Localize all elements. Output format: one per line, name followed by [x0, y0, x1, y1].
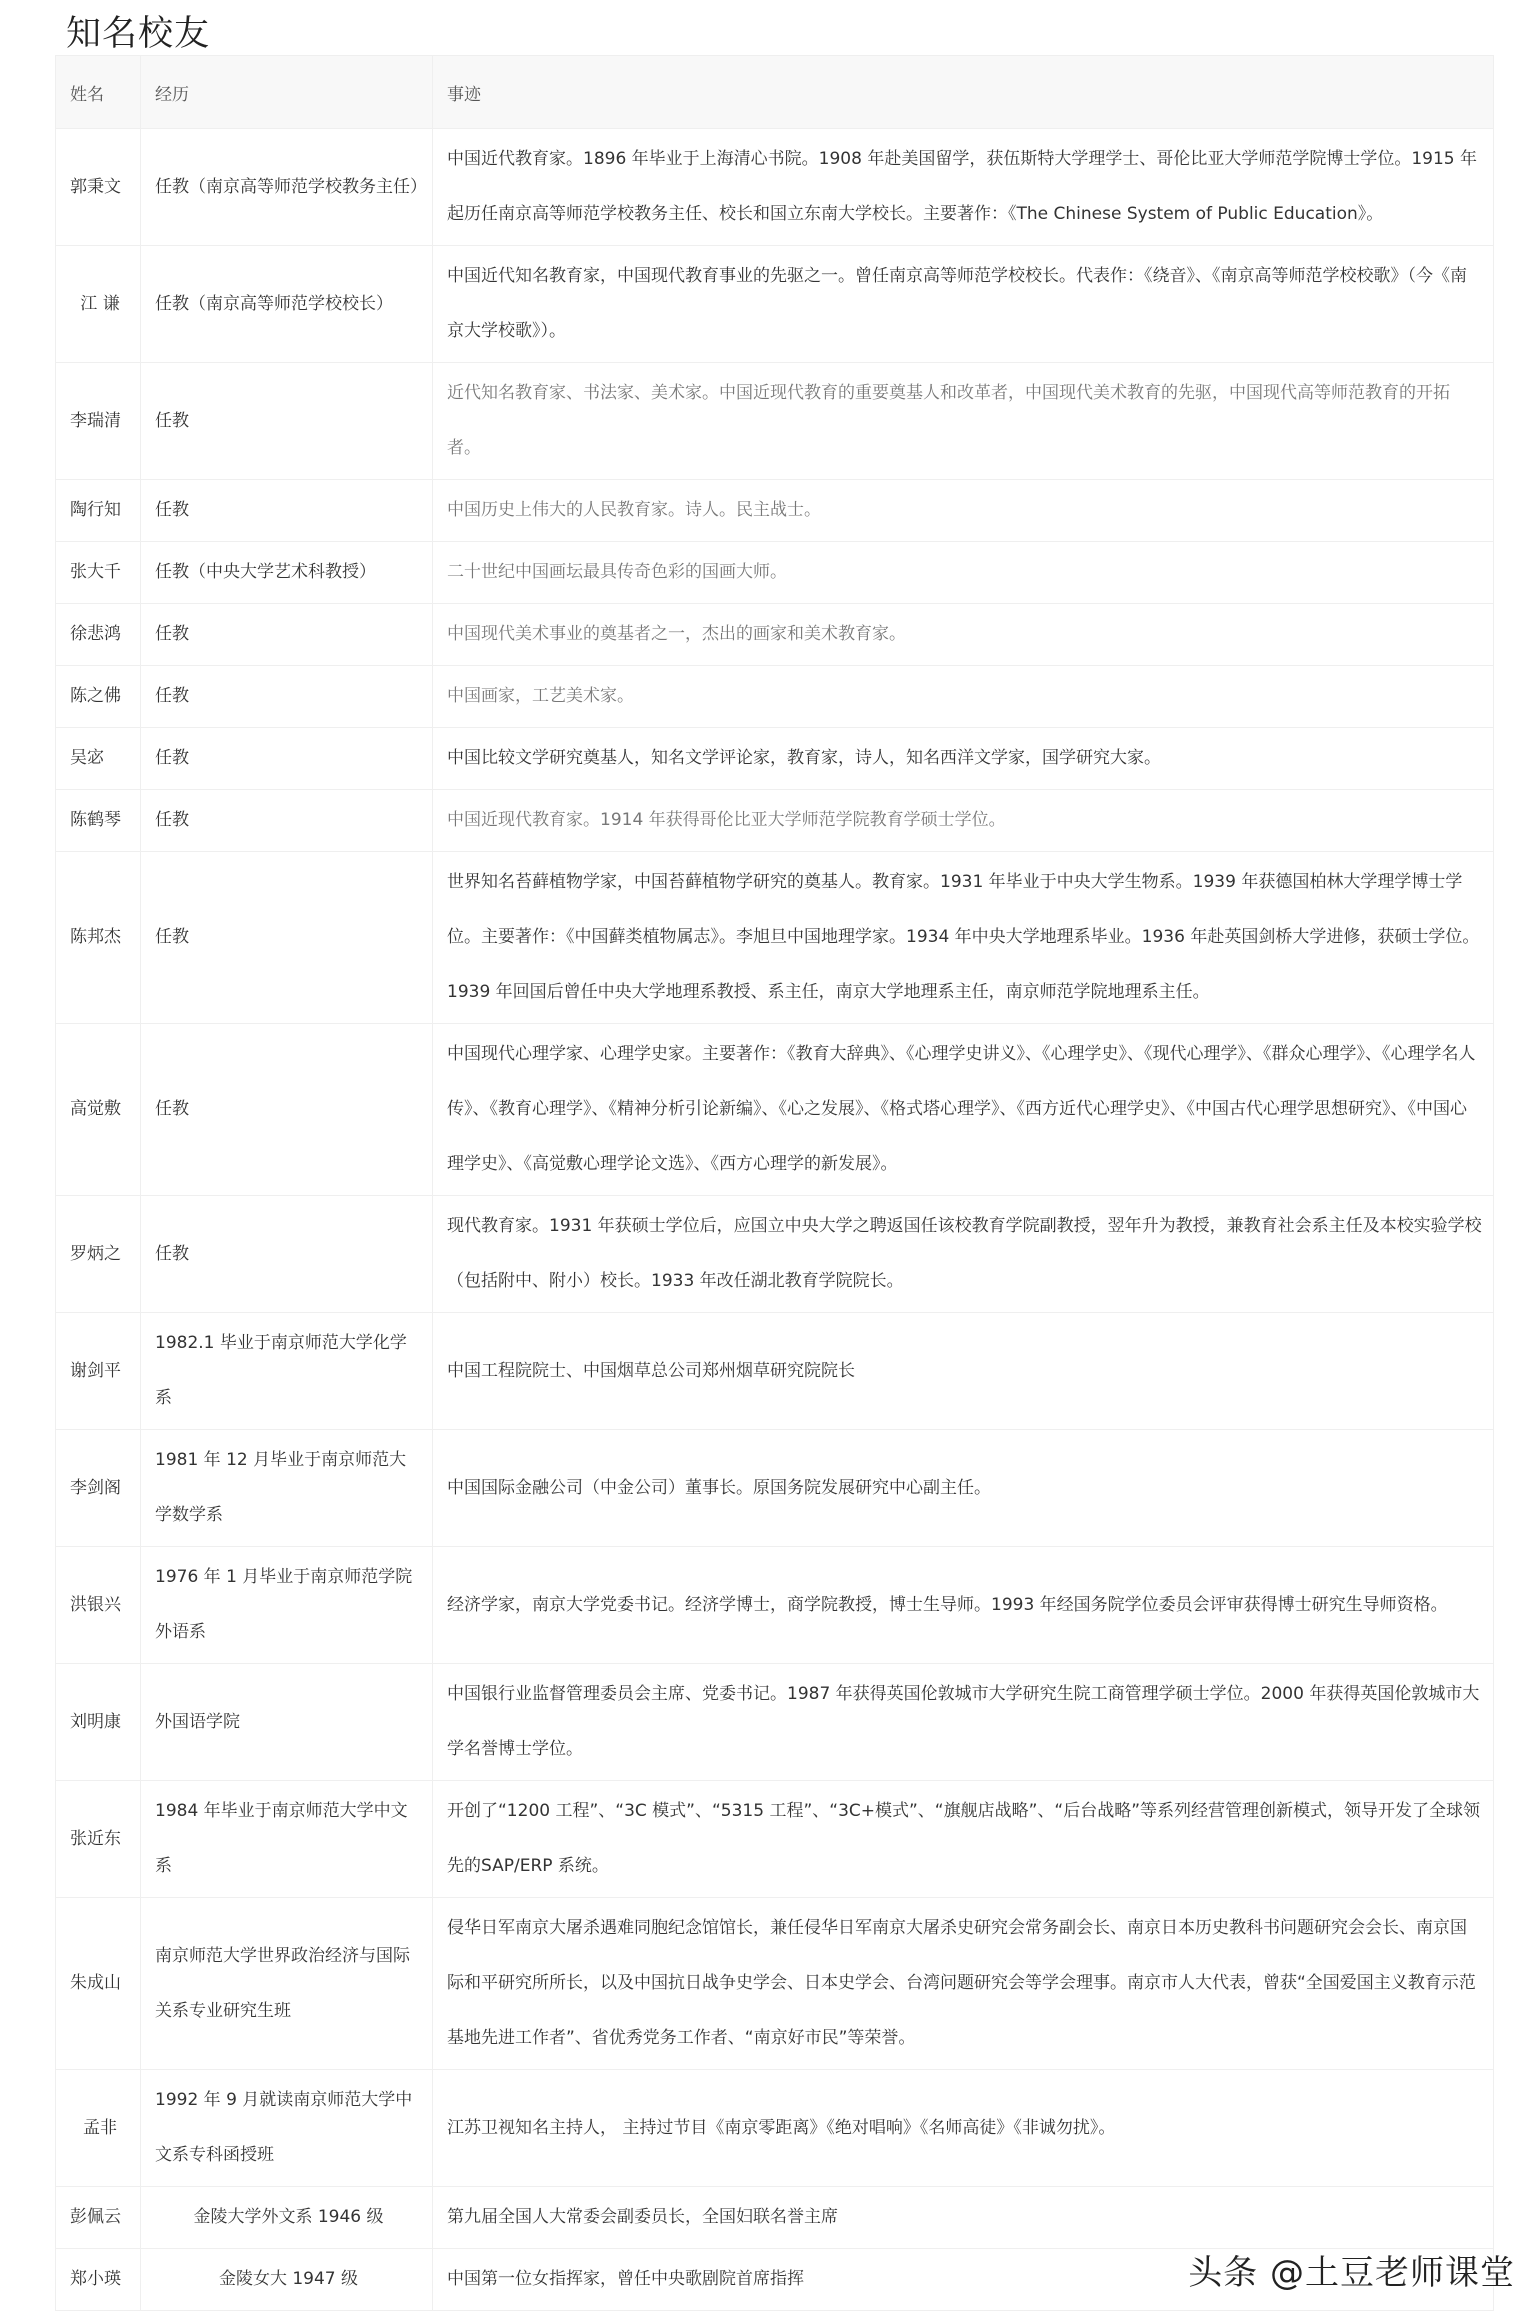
- table-row: [56, 363, 1494, 480]
- table-row: [56, 1898, 1494, 2070]
- alumni-name: 郑小瑛: [56, 2249, 141, 2311]
- alumni-name: 高觉敷: [56, 1024, 141, 1196]
- alumni-history: 任教（中央大学艺术科教授）: [141, 542, 433, 604]
- alumni-deeds: 中国近代知名教育家，中国现代教育事业的先驱之一。曾任南京高等师范学校校长。代表作：《绕音》、《南京高等师范学校校歌》（今《南京大学校歌》）。: [433, 246, 1494, 363]
- alumni-deeds: 中国现代心理学家、心理学史家。主要著作：《教育大辞典》、《心理学史讲义》、《心理学史》、《现代心理学》、《群众心理学》、《心理学名人传》、《教育心理学》、《精神分析引论新编》、《心之发展》、《格式塔心理学》、《西方近代心理学史》、《中国古代心理学思想研究》、《中国心理学史》、《高觉敷心理学论文选》、《西方心理学的新发展》。: [433, 1024, 1494, 1196]
- alumni-history: 任教: [141, 1024, 433, 1196]
- alumni-deeds: 江苏卫视知名主持人， 主持过节目《南京零距离》《绝对唱响》《名师高徒》《非诚勿扰》。: [433, 2070, 1494, 2187]
- alumni-history: 任教: [141, 728, 433, 790]
- table-row: [56, 728, 1494, 790]
- alumni-deeds: 现代教育家。1931 年获硕士学位后，应国立中央大学之聘返国任该校教育学院副教授，翌年升为教授，兼教育社会系主任及本校实验学校（包括附中、附小）校长。1933 年改任湖北教育学院院长。: [433, 1196, 1494, 1313]
- alumni-name: 徐悲鸿: [56, 604, 141, 666]
- alumni-history: 任教（南京高等师范学校校长）: [141, 246, 433, 363]
- alumni-history: 任教: [141, 363, 433, 480]
- watermark: 头条 @土豆老师课堂: [1188, 2253, 1515, 2293]
- alumni-deeds: 中国工程院院士、中国烟草总公司郑州烟草研究院院长: [433, 1313, 1494, 1430]
- table-row: [56, 480, 1494, 542]
- alumni-name: 朱成山: [56, 1898, 141, 2070]
- table-row: [56, 1547, 1494, 1664]
- header-deeds: 事迹: [433, 56, 1494, 129]
- table-row: [56, 666, 1494, 728]
- alumni-name: 陈鹤琴: [56, 790, 141, 852]
- alumni-deeds: 中国近现代教育家。1914 年获得哥伦比亚大学师范学院教育学硕士学位。: [433, 790, 1494, 852]
- alumni-name: 张近东: [56, 1781, 141, 1898]
- alumni-history: 任教: [141, 790, 433, 852]
- table-row: [56, 1313, 1494, 1430]
- alumni-deeds: 第九届全国人大常委会副委员长，全国妇联名誉主席: [433, 2187, 1494, 2249]
- alumni-deeds: 中国第一位女指挥家，曾任中央歌剧院首席指挥: [433, 2249, 1494, 2311]
- alumni-history: 任教（南京高等师范学校教务主任）: [141, 129, 433, 246]
- alumni-deeds: 中国银行业监督管理委员会主席、党委书记。1987 年获得英国伦敦城市大学研究生院工商管理学硕士学位。2000 年获得英国伦敦城市大学名誉博士学位。: [433, 1664, 1494, 1781]
- table-row: [56, 604, 1494, 666]
- table-row: [56, 1781, 1494, 1898]
- alumni-name: 谢剑平: [56, 1313, 141, 1430]
- alumni-history: 金陵大学外文系 1946 级: [141, 2187, 433, 2249]
- table-row: [56, 1664, 1494, 1781]
- alumni-deeds: 近代知名教育家、书法家、美术家。中国近现代教育的重要奠基人和改革者，中国现代美术教育的先驱，中国现代高等师范教育的开拓者。: [433, 363, 1494, 480]
- alumni-name: 陶行知: [56, 480, 141, 542]
- alumni-history: 南京师范大学世界政治经济与国际关系专业研究生班: [141, 1898, 433, 2070]
- table-row: [56, 2070, 1494, 2187]
- alumni-deeds: 中国比较文学研究奠基人，知名文学评论家，教育家，诗人，知名西洋文学家，国学研究大家。: [433, 728, 1494, 790]
- alumni-history: 1981 年 12 月毕业于南京师范大学数学系: [141, 1430, 433, 1547]
- alumni-name: 郭秉文: [56, 129, 141, 246]
- alumni-history: 任教: [141, 852, 433, 1024]
- alumni-name: 张大千: [56, 542, 141, 604]
- alumni-name: 彭佩云: [56, 2187, 141, 2249]
- alumni-deeds: 世界知名苔藓植物学家，中国苔藓植物学研究的奠基人。教育家。1931 年毕业于中央大学生物系。1939 年获德国柏林大学理学博士学位。主要著作：《中国藓类植物属志》。李旭旦中国地理学家。1934 年中央大学地理系毕业。1936 年赴英国剑桥大学进修，获硕士学位。1939 年回国后曾任中央大学地理系教授、系主任，南京大学地理系主任，南京师范学院地理系主任。: [433, 852, 1494, 1024]
- table-row: [56, 1196, 1494, 1313]
- alumni-history: 任教: [141, 1196, 433, 1313]
- alumni-table: [55, 55, 1494, 2311]
- alumni-deeds: 二十世纪中国画坛最具传奇色彩的国画大师。: [433, 542, 1494, 604]
- alumni-history: 任教: [141, 666, 433, 728]
- alumni-history: 任教: [141, 604, 433, 666]
- alumni-history: 外国语学院: [141, 1664, 433, 1781]
- table-row: [56, 1430, 1494, 1547]
- alumni-history: 金陵女大 1947 级: [141, 2249, 433, 2311]
- header-history: 经历: [141, 56, 433, 129]
- table-body: [56, 129, 1494, 2311]
- alumni-deeds: 经济学家，南京大学党委书记。经济学博士，商学院教授，博士生导师。1993 年经国务院学位委员会评审获得博士研究生导师资格。: [433, 1547, 1494, 1664]
- table-row: [56, 1024, 1494, 1196]
- alumni-name: 江 谦: [56, 246, 141, 363]
- alumni-history: 1982.1 毕业于南京师范大学化学系: [141, 1313, 433, 1430]
- alumni-deeds: 中国国际金融公司（中金公司）董事长。原国务院发展研究中心副主任。: [433, 1430, 1494, 1547]
- alumni-name: 孟非: [56, 2070, 141, 2187]
- table-row: [56, 790, 1494, 852]
- alumni-name: 吴宓: [56, 728, 141, 790]
- table-row: [56, 129, 1494, 246]
- alumni-name: 洪银兴: [56, 1547, 141, 1664]
- alumni-deeds: 中国现代美术事业的奠基者之一，杰出的画家和美术教育家。: [433, 604, 1494, 666]
- alumni-name: 刘明康: [56, 1664, 141, 1781]
- alumni-name: 陈邦杰: [56, 852, 141, 1024]
- table-row: [56, 542, 1494, 604]
- alumni-history: 1984 年毕业于南京师范大学中文系: [141, 1781, 433, 1898]
- table-header-row: [56, 56, 1494, 129]
- alumni-deeds: 中国近代教育家。1896 年毕业于上海清心书院。1908 年赴美国留学，获伍斯特大学理学士、哥伦比亚大学师范学院博士学位。1915 年起历任南京高等师范学校教务主任、校长和国立东南大学校长。主要著作：《The Chinese System of Public Education》。: [433, 129, 1494, 246]
- table-row: [56, 2187, 1494, 2249]
- alumni-history: 1976 年 1 月毕业于南京师范学院外语系: [141, 1547, 433, 1664]
- alumni-history: 1992 年 9 月就读南京师范大学中文系专科函授班: [141, 2070, 433, 2187]
- page-title: 知名校友: [66, 14, 211, 54]
- table-row: [56, 246, 1494, 363]
- alumni-deeds: 中国历史上伟大的人民教育家。诗人。民主战士。: [433, 480, 1494, 542]
- table-row: [56, 852, 1494, 1024]
- alumni-name: 罗炳之: [56, 1196, 141, 1313]
- alumni-history: 任教: [141, 480, 433, 542]
- alumni-deeds: 中国画家，工艺美术家。: [433, 666, 1494, 728]
- alumni-deeds: 开创了“1200 工程”、“3C 模式”、“5315 工程”、“3C+模式”、“旗舰店战略”、“后台战略”等系列经营管理创新模式，领导开发了全球领先的SAP/ERP 系统。: [433, 1781, 1494, 1898]
- alumni-name: 李瑞清: [56, 363, 141, 480]
- header-name: 姓名: [56, 56, 141, 129]
- alumni-deeds: 侵华日军南京大屠杀遇难同胞纪念馆馆长，兼任侵华日军南京大屠杀史研究会常务副会长、南京日本历史教科书问题研究会会长、南京国际和平研究所所长，以及中国抗日战争史学会、日本史学会、台湾问题研究会等学会理事。南京市人大代表，曾获“全国爱国主义教育示范基地先进工作者”、省优秀党务工作者、“南京好市民”等荣誉。: [433, 1898, 1494, 2070]
- alumni-name: 李剑阁: [56, 1430, 141, 1547]
- alumni-name: 陈之佛: [56, 666, 141, 728]
